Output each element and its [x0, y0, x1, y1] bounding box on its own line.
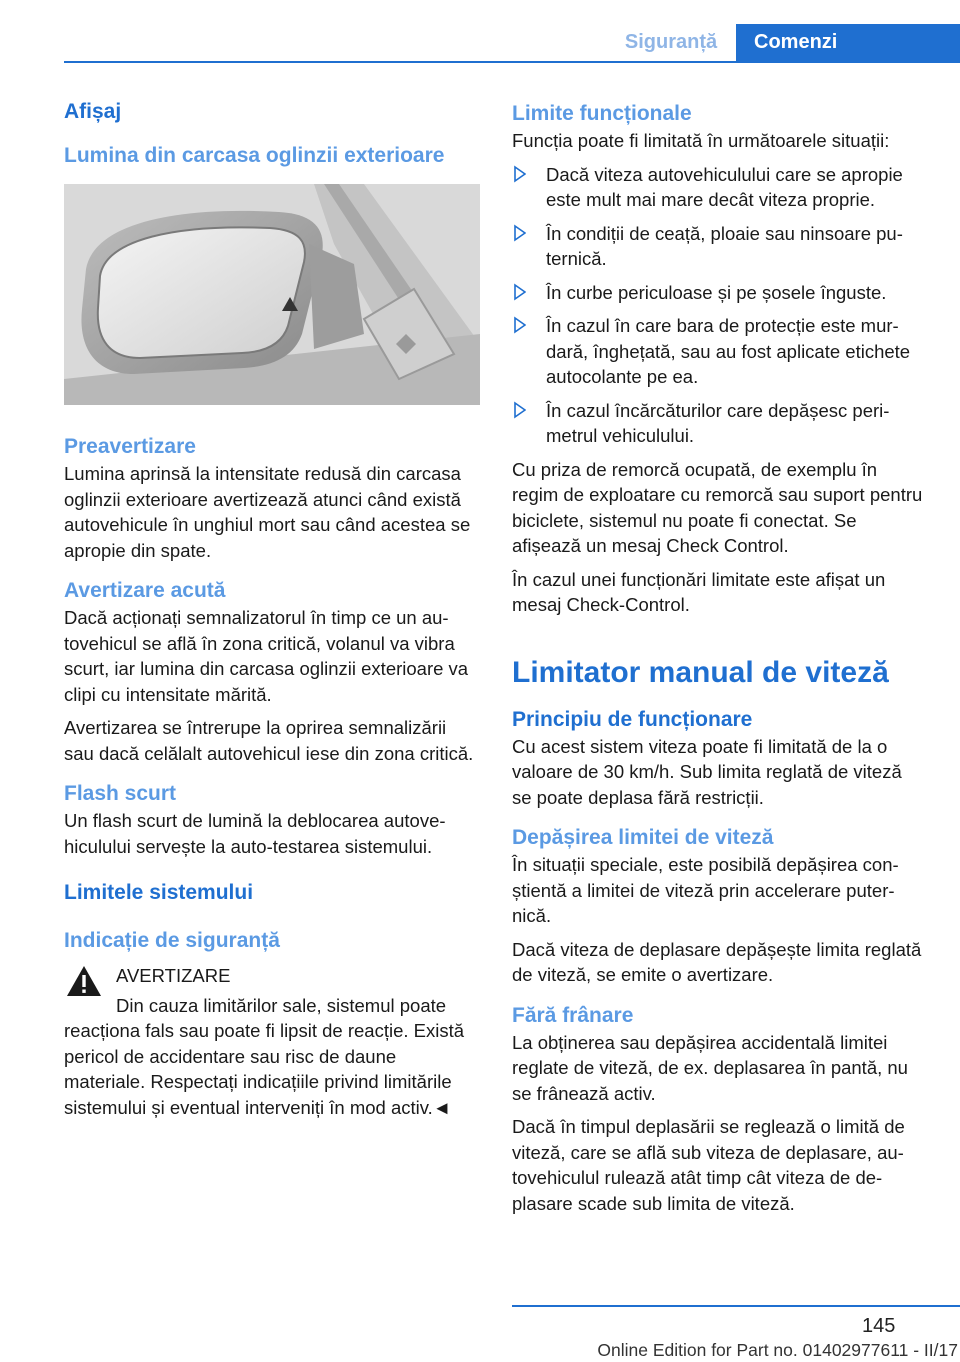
heading-exceed-limit: Depășirea limitei de viteză: [512, 826, 774, 849]
warning-line-1: Din cauza limitărilor sale, sistemul poate: [116, 994, 447, 1016]
text-no-braking-2: Dacă în timpul deplasării se reglează o limită de viteză, care se află sub viteza de deplasare, autovehiculul rulează atât timp cât viteza de deplasare scade sub limita de viteză.: [512, 1116, 905, 1214]
footer-rule: [512, 1305, 960, 1307]
warning-block: [64, 963, 480, 1120]
heading-no-braking: Fără frânare: [512, 1003, 634, 1027]
heading-flash: Flash scurt: [64, 782, 177, 805]
tab-safety[interactable]: Siguranță: [606, 24, 736, 61]
text-prewarning: Lumina aprinsă la intensitate redusă din carcasa oglinzii exterioare avertizează atunci când există autovehicule în unghiul mort sau când acestea se apropie din spate.: [64, 463, 471, 561]
heading-prewarning: Preavertizare: [64, 435, 196, 458]
side-mirror-illustration: [64, 184, 480, 405]
list-item-text: În curbe periculoase și pe șosele înguste.: [546, 281, 887, 303]
edition-note: Online Edition for Part no. 01402977611 - II/17: [597, 1340, 958, 1360]
heading-system-limits: Limitele sistemului: [64, 881, 254, 904]
triangle-bullet-icon: [514, 401, 526, 419]
heading-acute-warning: Avertizare acută: [64, 579, 226, 602]
text-flash: Un flash scurt de lumină la deblocarea autovehiculului servește la auto-testarea sistemului.: [64, 810, 446, 857]
list-item: [512, 221, 926, 272]
heading-principle: Principiu de funcționare: [512, 707, 753, 731]
list-item-text: În cazul în care bara de protecție este murdară, înghețată, sau au fost aplicate etichete autocolante pe ea.: [546, 315, 911, 387]
text-limited-function: În cazul unei funcționări limitate este afișat un mesaj Check-Control.: [512, 568, 886, 615]
warning-title: AVERTIZARE: [116, 965, 231, 986]
list-item: [512, 162, 926, 213]
text-principle: Cu acest sistem viteza poate fi limitată de la o valoare de 30 km/h. Sub limita reglată de viteză se poate deplasa fără restricții.: [512, 735, 902, 808]
page-number: 145: [862, 1315, 896, 1337]
list-item: [512, 313, 926, 390]
triangle-bullet-icon: [514, 165, 526, 183]
triangle-bullet-icon: [514, 316, 526, 334]
text-no-braking-1: La obținerea sau depășirea accidentală limitei reglate de viteză, de ex. deplasarea în pantă, nu se frânează activ.: [512, 1031, 908, 1104]
heading-speed-limiter: Limitator manual de viteză: [512, 655, 889, 689]
warning-triangle-icon: [66, 965, 102, 997]
left-column: [64, 98, 480, 1120]
heading-display: Afișaj: [64, 100, 122, 123]
header-rule: [64, 61, 960, 63]
limits-list: [512, 162, 926, 449]
mirror-figure: [64, 184, 480, 405]
list-item: [512, 280, 926, 306]
heading-light-mirror: Lumina din carcasa oglinzii exterioare: [64, 144, 445, 167]
warning-text: reacționa fals sau poate fi lipsit de reacție. Există pericol de accidentare sau risc de daune materiale. Respectați indicațiile privind limitările sistemului și eventual interveniți în mod activ.◄: [64, 1020, 465, 1118]
text-acute-warning-2: Avertizarea se întrerupe la oprirea semnalizării sau dacă celălalt autovehicul iese din zona critică.: [64, 717, 474, 764]
triangle-bullet-icon: [514, 283, 526, 301]
triangle-bullet-icon: [514, 224, 526, 242]
text-functional-intro: Funcția poate fi limitată în următoarele situații:: [512, 130, 890, 151]
text-exceed-1: În situații speciale, este posibilă depășirea conștientă a limitei de viteză prin accelerare puternică.: [512, 854, 899, 926]
tab-controls[interactable]: Comenzi: [736, 24, 960, 61]
text-exceed-2: Dacă viteza de deplasare depășește limita reglată de viteză, se emite o avertizare.: [512, 938, 922, 985]
heading-safety-note: Indicație de siguranță: [64, 929, 280, 952]
list-item-text: În cazul încărcăturilor care depășesc perimetrul vehiculului.: [546, 399, 890, 446]
heading-functional-limits: Limite funcționale: [512, 102, 692, 125]
list-item-text: În condiții de ceață, ploaie sau ninsoare puternică.: [546, 222, 903, 269]
right-column: [512, 100, 926, 1216]
list-item-text: Dacă viteza autovehiculului care se apropie este mult mai mare decât viteza proprie.: [546, 163, 903, 210]
list-item: [512, 398, 926, 449]
text-trailer: Cu priza de remorcă ocupată, de exemplu în regim de exploatare cu remorcă sau suport pentru biciclete, sistemul nu poate fi conectat. Se afișează un mesaj Check Control.: [512, 458, 923, 556]
text-acute-warning-1: Dacă acționați semnalizatorul în timp ce un autovehicul se află în zona critică, volanul va vibra scurt, iar lumina din carcasa oglinzii exterioare va clipi cu intensitate mărită.: [64, 607, 469, 705]
